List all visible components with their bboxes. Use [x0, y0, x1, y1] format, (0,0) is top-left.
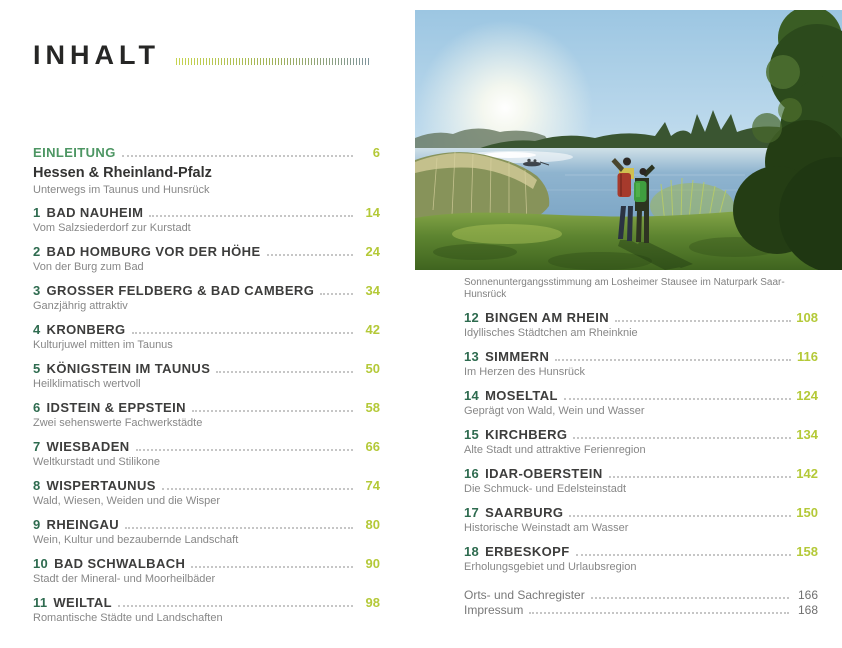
intro-region-title: Hessen & Rheinland-Pfalz: [33, 165, 212, 181]
intro-heading: EINLEITUNG: [33, 145, 116, 160]
tick: [206, 58, 207, 65]
tick: [191, 58, 192, 65]
entry-subtitle: Historische Weinstadt am Wasser: [464, 522, 629, 534]
tick: [194, 58, 195, 65]
tick: [200, 58, 201, 65]
tick: [176, 58, 177, 65]
tick: [305, 58, 306, 65]
entry-page-number: 14: [365, 205, 380, 220]
tick: [233, 58, 234, 65]
dotted-leader: [564, 398, 791, 400]
entry-subtitle: Romantische Städte und Landschaften: [33, 612, 223, 624]
entry-subtitle: Vom Salzsiederdorf zur Kurstadt: [33, 222, 191, 234]
tick: [314, 58, 315, 65]
dotted-leader: [216, 371, 353, 373]
tick: [248, 58, 249, 65]
tick: [362, 58, 363, 65]
toc-entry: [33, 400, 380, 430]
tick: [320, 58, 321, 65]
tick: [203, 58, 204, 65]
toc-entry: [464, 505, 818, 535]
tick: [272, 58, 273, 65]
entry-subtitle: Erholungsgebiet und Urlaubsregion: [464, 561, 637, 573]
tick: [368, 58, 369, 65]
tick: [263, 58, 264, 65]
tick: [326, 58, 327, 65]
toc-entry: [33, 322, 380, 352]
toc-entries-right: [464, 310, 818, 574]
entry-number: 6: [33, 400, 41, 415]
entry-number: 1: [33, 205, 41, 220]
page-title: INHALT: [33, 40, 160, 70]
tick: [227, 58, 228, 65]
entry-page-number: 24: [365, 244, 380, 259]
tick: [257, 58, 258, 65]
tick: [341, 58, 342, 65]
entry-title: GROSSER FELDBERG & BAD CAMBERG: [46, 283, 315, 298]
tick: [335, 58, 336, 65]
entry-subtitle: Idyllisches Städtchen am Rheinknie: [464, 327, 638, 339]
tick: [221, 58, 222, 65]
tick: [230, 58, 231, 65]
tick: [239, 58, 240, 65]
dotted-leader: [615, 320, 791, 322]
entry-title: KRONBERG: [46, 322, 126, 337]
entry-title: SAARBURG: [485, 505, 564, 520]
entry-number: 15: [464, 427, 480, 442]
tick: [209, 58, 210, 65]
entry-number: 16: [464, 466, 480, 481]
tick: [299, 58, 300, 65]
tick: [287, 58, 288, 65]
tick: [296, 58, 297, 65]
entry-subtitle: Zwei sehenswerte Fachwerkstädte: [33, 417, 203, 429]
entry-title: BAD NAUHEIM: [46, 205, 144, 220]
tick: [356, 58, 357, 65]
dotted-leader: [529, 612, 789, 614]
entry-subtitle: Wein, Kultur und bezaubernde Landschaft: [33, 534, 239, 546]
toc-entry: [464, 349, 818, 379]
entry-page-number: 124: [796, 388, 818, 403]
toc-entry: [33, 595, 380, 625]
intro-region-subtitle: Unterwegs im Taunus und Hunsrück: [33, 184, 210, 196]
tick: [245, 58, 246, 65]
entry-subtitle: Die Schmuck- und Edelsteinstadt: [464, 483, 627, 495]
tick: [212, 58, 213, 65]
entry-title: KÖNIGSTEIN IM TAUNUS: [46, 361, 211, 376]
tick: [182, 58, 183, 65]
entry-subtitle: Heilklimatisch wertvoll: [33, 378, 141, 390]
dotted-leader: [192, 410, 353, 412]
tick: [281, 58, 282, 65]
entry-subtitle: Ganzjährig attraktiv: [33, 300, 128, 312]
toc-entry: [33, 517, 380, 547]
entry-title: MOSELTAL: [485, 388, 558, 403]
entry-title: BAD SCHWALBACH: [54, 556, 186, 571]
toc-entry: [464, 544, 818, 574]
entry-page-number: 142: [796, 466, 818, 481]
entry-subtitle: Alte Stadt und attraktive Ferienregion: [464, 444, 646, 456]
entry-number: 3: [33, 283, 41, 298]
tick: [347, 58, 348, 65]
photo-caption: Sonnenuntergangsstimmung am Losheimer Stausee im Naturpark Saar-Hunsrück: [464, 277, 785, 300]
footer-title: Orts- und Sachregister: [464, 588, 585, 602]
entry-title: WISPERTAUNUS: [46, 478, 156, 493]
tick: [350, 58, 351, 65]
entry-subtitle: Von der Burg zum Bad: [33, 261, 144, 273]
dotted-leader: [555, 359, 791, 361]
tick: [224, 58, 225, 65]
entry-page-number: 50: [365, 361, 380, 376]
tick: [353, 58, 354, 65]
entry-subtitle: Im Herzen des Hunsrück: [464, 366, 586, 378]
dotted-leader: [125, 527, 353, 529]
toc-footer-row: [464, 588, 818, 603]
toc-entry: [33, 556, 380, 586]
tick: [215, 58, 216, 65]
toc-entry: [464, 466, 818, 496]
dotted-leader: [573, 437, 791, 439]
entry-subtitle: Kulturjuwel mitten im Taunus: [33, 339, 173, 351]
tick: [293, 58, 294, 65]
entry-number: 17: [464, 505, 480, 520]
entry-number: 14: [464, 388, 480, 403]
toc-entry: [464, 388, 818, 418]
tick: [302, 58, 303, 65]
entry-page-number: 74: [365, 478, 380, 493]
entry-page-number: 150: [796, 505, 818, 520]
tick: [185, 58, 186, 65]
tick: [242, 58, 243, 65]
entry-title: SIMMERN: [485, 349, 550, 364]
tick: [323, 58, 324, 65]
toc-footer-rows: [464, 588, 818, 618]
entry-number: 9: [33, 517, 41, 532]
dotted-leader: [136, 449, 353, 451]
dotted-leader: [122, 155, 353, 157]
toc-entry: [33, 244, 380, 274]
dotted-leader: [609, 476, 791, 478]
entry-subtitle: Geprägt von Wald, Wein und Wasser: [464, 405, 645, 417]
entry-title: BINGEN AM RHEIN: [485, 310, 610, 325]
tick: [236, 58, 237, 65]
lake-sunset-illustration: [415, 10, 842, 270]
lake-sunset-photo: [415, 10, 842, 270]
tick: [359, 58, 360, 65]
entry-number: 4: [33, 322, 41, 337]
entry-title: KIRCHBERG: [485, 427, 568, 442]
dotted-leader: [162, 488, 353, 490]
tick: [338, 58, 339, 65]
tick: [251, 58, 252, 65]
tick: [284, 58, 285, 65]
tick: [275, 58, 276, 65]
entry-page-number: 158: [796, 544, 818, 559]
tick: [179, 58, 180, 65]
dotted-leader: [191, 566, 353, 568]
entry-number: 5: [33, 361, 41, 376]
dotted-leader: [320, 293, 353, 295]
entry-number: 7: [33, 439, 41, 454]
entry-page-number: 80: [365, 517, 380, 532]
dotted-leader: [118, 605, 353, 607]
tick: [260, 58, 261, 65]
toc-entry: [33, 361, 380, 391]
tick: [254, 58, 255, 65]
tick: [188, 58, 189, 65]
entry-number: 12: [464, 310, 480, 325]
footer-page-number: 166: [797, 588, 818, 602]
tick: [317, 58, 318, 65]
tick: [332, 58, 333, 65]
entry-page-number: 134: [796, 427, 818, 442]
toc-intro-entry: [33, 145, 380, 197]
entry-page-number: 108: [796, 310, 818, 325]
tick: [308, 58, 309, 65]
entry-title: WIESBADEN: [46, 439, 130, 454]
entry-subtitle: Stadt der Mineral- und Moorheilbäder: [33, 573, 216, 585]
entry-title: ERBESKOPF: [485, 544, 570, 559]
footer-title: Impressum: [464, 603, 524, 617]
decorative-tick-line: [176, 58, 372, 65]
entry-number: 10: [33, 556, 49, 571]
toc-entry: [33, 439, 380, 469]
toc-entry: [33, 205, 380, 235]
entry-title: IDSTEIN & EPPSTEIN: [46, 400, 186, 415]
entry-subtitle: Weltkurstadt und Stilikone: [33, 456, 160, 468]
tick: [329, 58, 330, 65]
entry-page-number: 66: [365, 439, 380, 454]
footer-page-number: 168: [797, 603, 818, 617]
tick: [197, 58, 198, 65]
entry-number: 11: [33, 595, 48, 610]
intro-page-number: 6: [372, 145, 380, 160]
toc-entries-left: [33, 205, 380, 625]
entry-page-number: 58: [365, 400, 380, 415]
entry-title: BAD HOMBURG VOR DER HÖHE: [46, 244, 261, 259]
entry-page-number: 90: [365, 556, 380, 571]
toc-footer-row: [464, 603, 818, 618]
tick: [365, 58, 366, 65]
entry-number: 8: [33, 478, 41, 493]
tick: [266, 58, 267, 65]
entry-page-number: 34: [365, 283, 380, 298]
dotted-leader: [132, 332, 353, 334]
toc-entry: [33, 283, 380, 313]
entry-number: 13: [464, 349, 480, 364]
toc-entry: [464, 310, 818, 340]
entry-subtitle: Wald, Wiesen, Weiden und die Wisper: [33, 495, 221, 507]
toc-left-column: [33, 145, 380, 634]
dotted-leader: [576, 554, 791, 556]
entry-title: WEILTAL: [53, 595, 112, 610]
entry-page-number: 98: [365, 595, 380, 610]
tick: [344, 58, 345, 65]
toc-entry: [464, 427, 818, 457]
tick: [269, 58, 270, 65]
dotted-leader: [569, 515, 791, 517]
tick: [278, 58, 279, 65]
toc-entry: [33, 478, 380, 508]
toc-right-column: [464, 310, 818, 618]
entry-title: RHEINGAU: [46, 517, 120, 532]
entry-title: IDAR-OBERSTEIN: [485, 466, 603, 481]
entry-page-number: 116: [797, 349, 818, 364]
dotted-leader: [267, 254, 353, 256]
dotted-leader: [591, 597, 789, 599]
entry-number: 2: [33, 244, 41, 259]
tick: [290, 58, 291, 65]
dotted-leader: [149, 215, 353, 217]
tick: [311, 58, 312, 65]
tick: [218, 58, 219, 65]
entry-number: 18: [464, 544, 480, 559]
entry-page-number: 42: [365, 322, 380, 337]
